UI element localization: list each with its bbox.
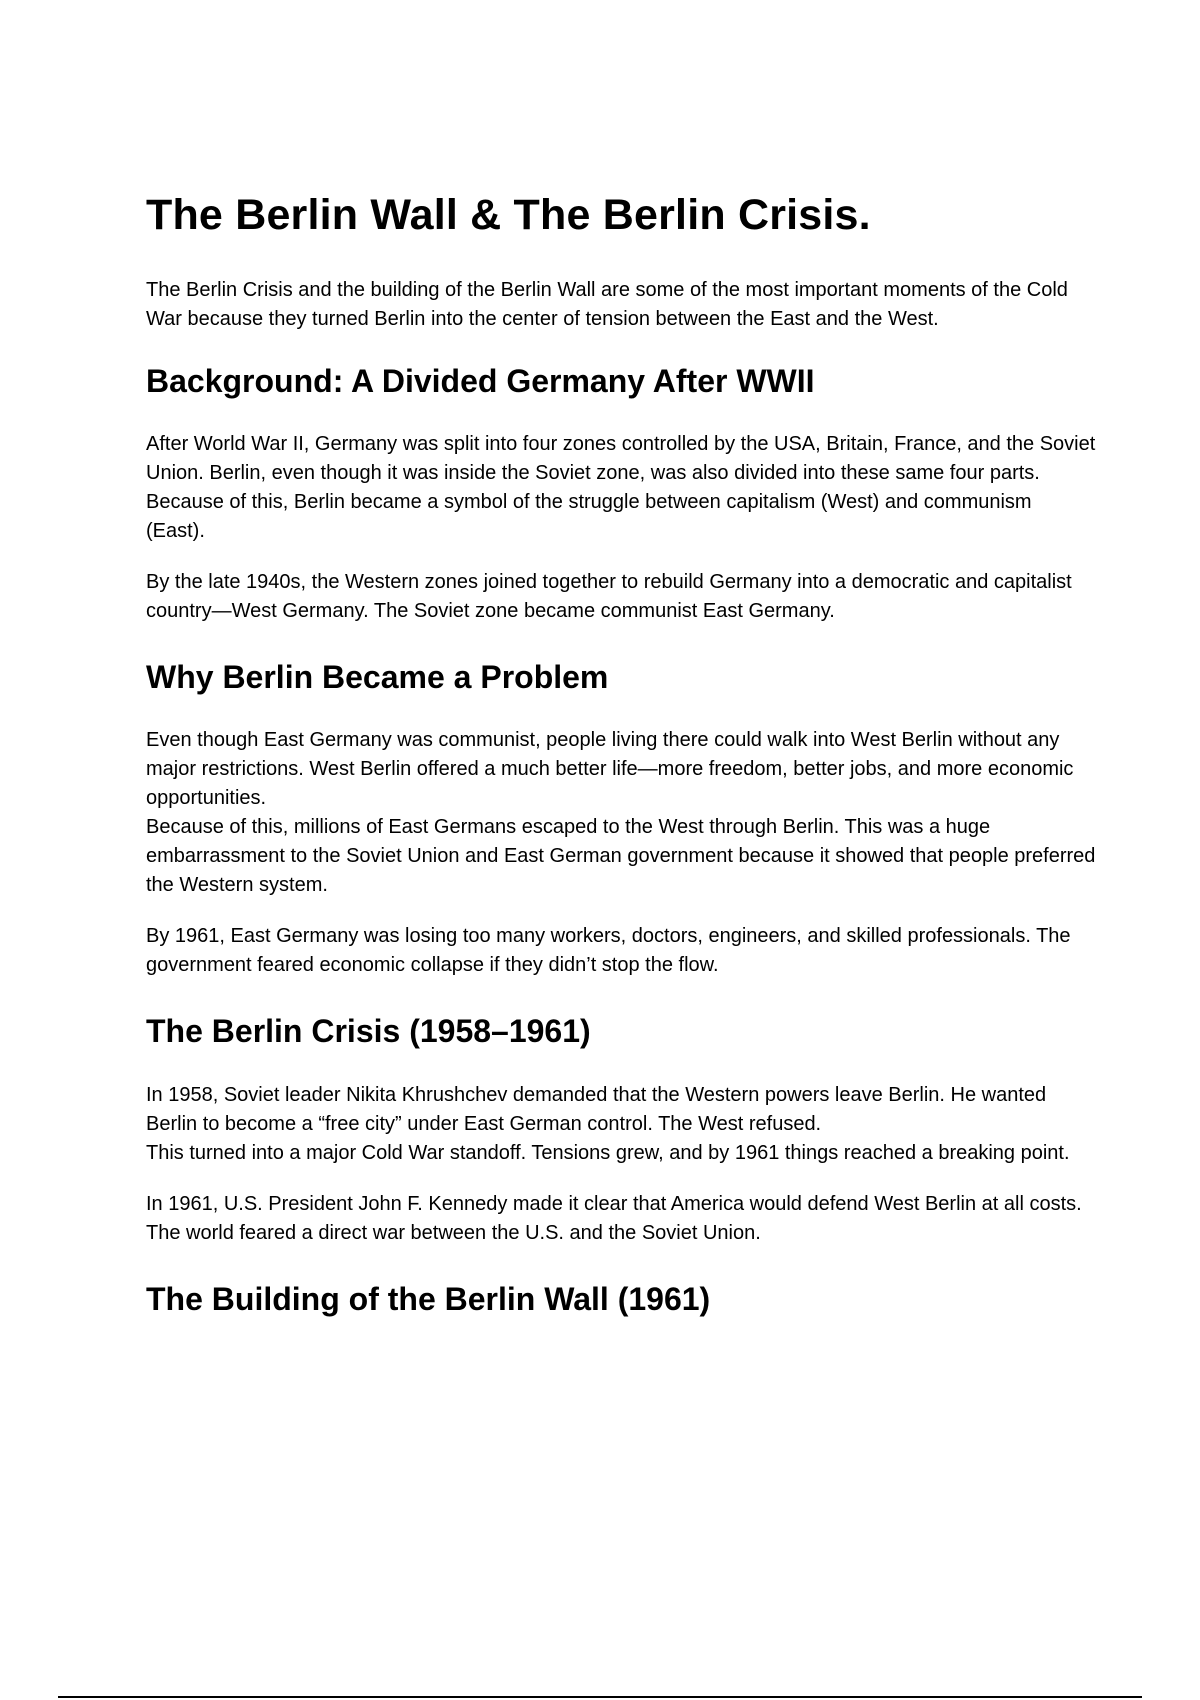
- section-paragraph: By 1961, East Germany was losing too many workers, doctors, engineers, and skilled professionals. The government feared economic collapse if they didn’t stop the flow.: [146, 925, 1071, 977]
- section-heading: Why Berlin Became a Problem: [146, 658, 609, 695]
- document-content: [146, 190, 1096, 1348]
- section-heading: The Building of the Berlin Wall (1961): [146, 1280, 711, 1317]
- document-title: The Berlin Wall & The Berlin Crisis.: [146, 191, 871, 239]
- section-paragraph: In 1961, U.S. President John F. Kennedy made it clear that America would defend West Berlin at all costs. The world feared a direct war between the U.S. and the Soviet Union.: [146, 1192, 1082, 1244]
- section-paragraph: In 1958, Soviet leader Nikita Khrushchev demanded that the Western powers leave Berlin. He wanted Berlin to become a “free city” under East German control. The West refused. This turned into a major Cold War standoff. Tensions grew, and by 1961 things reached a breaking point.: [146, 1083, 1070, 1164]
- section-heading: Background: A Divided Germany After WWII: [146, 362, 815, 399]
- section-paragraph: Even though East Germany was communist, people living there could walk into West Berlin without any major restrictions. West Berlin offered a much better life—more freedom, better jobs, and more economic opportunities. Because of this, millions of East Germans escaped to the West through Berlin. This was a huge embarrassment to the Soviet Union and East German government because it showed that people preferred the Western system.: [146, 729, 1096, 897]
- section-berlin-crisis: [146, 1012, 1096, 1247]
- intro-paragraph: The Berlin Crisis and the building of the Berlin Wall are some of the most important moments of the Cold War because they turned Berlin into the center of tension between the East and the West.: [146, 278, 1068, 330]
- section-building-wall: [146, 1280, 1096, 1318]
- section-why-berlin: [146, 658, 1096, 980]
- page-bottom-divider: [58, 1696, 1142, 1698]
- section-background: [146, 362, 1096, 626]
- section-paragraph: After World War II, Germany was split into four zones controlled by the USA, Britain, France, and the Soviet Union. Berlin, even though it was inside the Soviet zone, was also divided into these same four parts. Because of this, Berlin became a symbol of the struggle between capitalism (West) and communism (East).: [146, 432, 1096, 542]
- section-heading: The Berlin Crisis (1958–1961): [146, 1013, 591, 1050]
- section-paragraph: By the late 1940s, the Western zones joined together to rebuild Germany into a democratic and capitalist country—West Germany. The Soviet zone became communist East Germany.: [146, 570, 1072, 622]
